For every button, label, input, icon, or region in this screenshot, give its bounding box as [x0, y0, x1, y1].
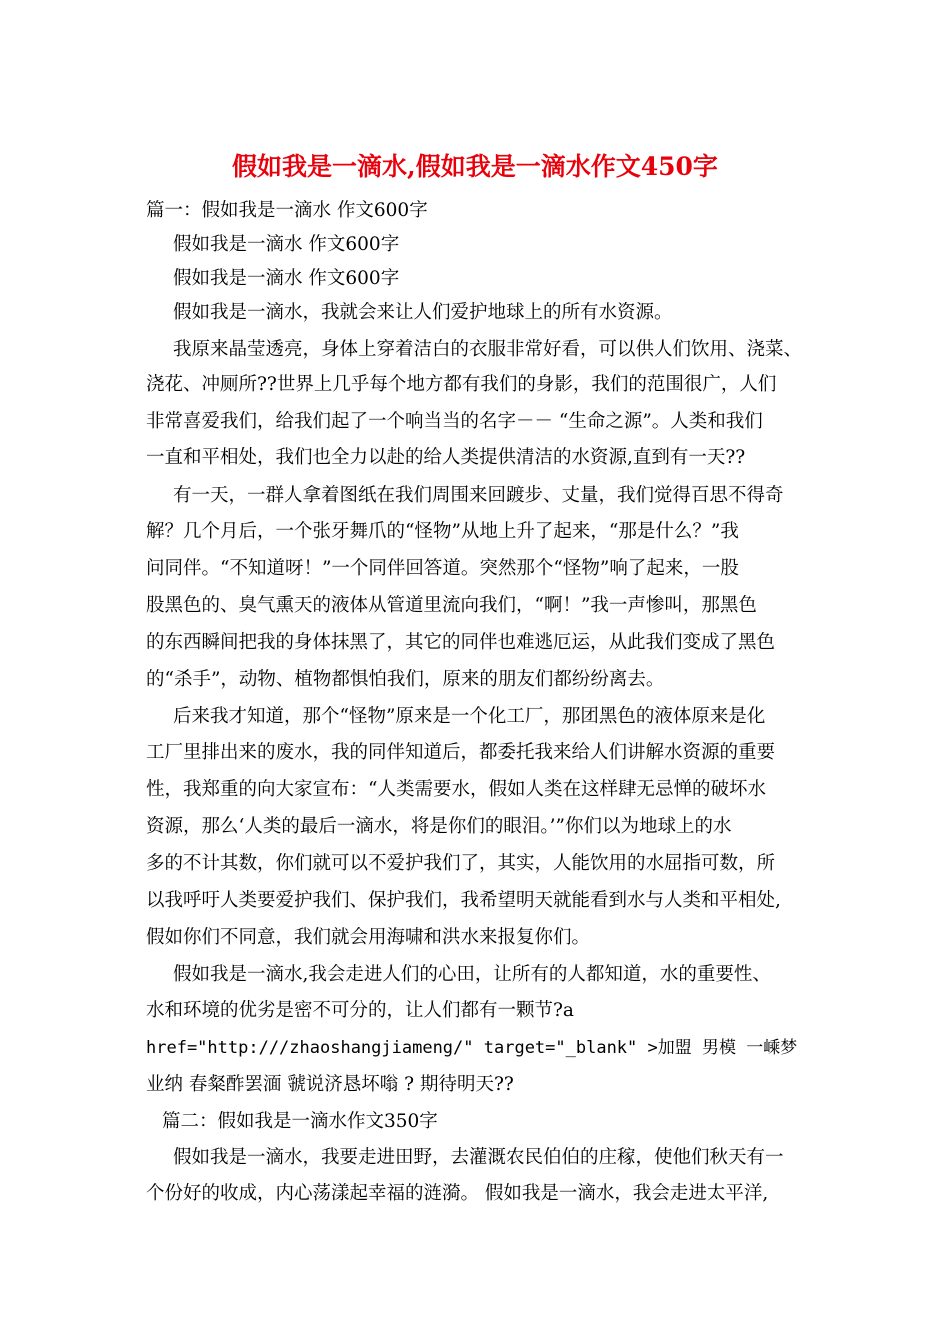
section-heading: 篇一：假如我是一滴水 作文600字	[146, 200, 428, 221]
paragraph-line: 多的不计其数，你们就可以不爱护我们了，其实，人能饮用的水屈指可数，所	[146, 853, 776, 874]
paragraph-line: 性，我郑重的向大家宣布：“人类需要水，假如人类在这样肆无忌惮的破坏水	[146, 779, 766, 800]
paragraph-line: 一直和平相处，我们也全力以赴的给人类提供清洁的水资源,直到有一天??	[146, 447, 746, 468]
paragraph-line: 我原来晶莹透亮，身体上穿着洁白的衣服非常好看，可以供人们饮用、浇菜、	[173, 339, 803, 360]
paragraph-line: 假如我是一滴水 作文600字	[173, 268, 400, 289]
paragraph-line: 假如我是一滴水 作文600字	[173, 234, 400, 255]
paragraph-line: 问同伴。“不知道呀！”一个同伴回答道。突然那个“怪物”响了起来，一股	[146, 558, 739, 579]
section-heading: 篇二：假如我是一滴水作文350字	[162, 1111, 438, 1132]
paragraph-line: href="http:///zhaoshangjiameng/" target="_blank" >加盟 男模 一嵊梦	[146, 1038, 798, 1058]
paragraph-line: 工厂里排出来的废水，我的同伴知道后，都委托我来给人们讲解水资源的重要	[146, 742, 776, 763]
paragraph-line: 个份好的收成，内心荡漾起幸福的涟漪。 假如我是一滴水，我会走进太平洋,	[146, 1183, 769, 1204]
paragraph-line: 业纳 春粲酢罢湎 虢说济恳坏嗡 ? 期待明天??	[146, 1074, 514, 1095]
paragraph-line: 浇花、冲厕所??世界上几乎每个地方都有我们的身影，我们的范围很广，人们	[146, 374, 777, 395]
paragraph-line: 股黑色的、臭气熏天的液体从管道里流向我们，“啊！”我一声惨叫，那黑色	[146, 595, 757, 616]
document-title: 假如我是一滴水,假如我是一滴水作文450字	[232, 152, 718, 181]
paragraph-line: 有一天，一群人拿着图纸在我们周围来回踱步、丈量，我们觉得百思不得奇	[173, 485, 784, 506]
paragraph-line: 的“杀手”，动物、植物都惧怕我们，原来的朋友们都纷纷离去。	[146, 669, 665, 690]
paragraph-line: 以我呼吁人类要爱护我们、保护我们，我希望明天就能看到水与人类和平相处,	[146, 890, 781, 911]
paragraph-line: 资源，那么‘人类的最后一滴水，将是你们的眼泪。’”你们以为地球上的水	[146, 816, 732, 837]
paragraph-line: 假如你们不同意，我们就会用海啸和洪水来报复你们。	[146, 927, 591, 948]
paragraph-line: 的东西瞬间把我的身体抹黑了，其它的同伴也难逃厄运，从此我们变成了黑色	[146, 632, 776, 653]
paragraph-line: 假如我是一滴水，我要走进田野，去灌溉农民伯伯的庄稼，使他们秋天有一	[173, 1147, 784, 1168]
paragraph-line: 水和环境的优劣是密不可分的，让人们都有一颗节?a	[146, 1000, 574, 1021]
paragraph-line: 后来我才知道，那个“怪物”原来是一个化工厂，那团黑色的液体原来是化	[173, 706, 766, 727]
paragraph-line: 解？几个月后，一个张牙舞爪的“怪物”从地上升了起来，“那是什么？”我	[146, 521, 739, 542]
paragraph-line: 假如我是一滴水，我就会来让人们爱护地球上的所有水资源。	[173, 302, 673, 323]
paragraph-line: 非常喜爱我们，给我们起了一个响当当的名字－－ “生命之源”。人类和我们	[146, 411, 763, 432]
paragraph-line: 假如我是一滴水,我会走进人们的心田，让所有的人都知道，水的重要性、	[173, 964, 771, 985]
